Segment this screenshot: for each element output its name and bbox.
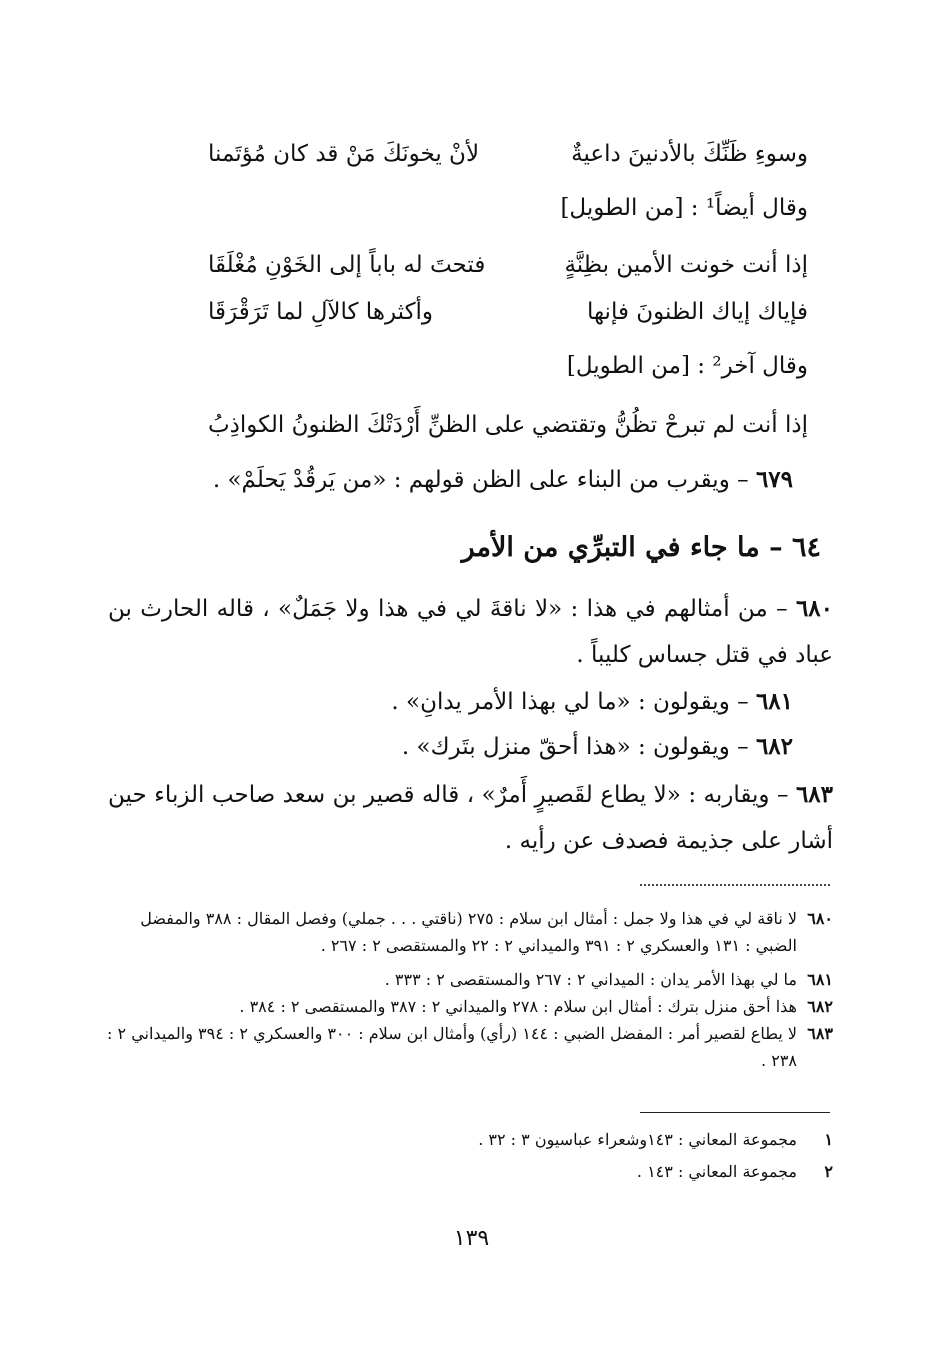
entry-number: ٦٧٩ — [755, 466, 793, 493]
note-text: ما لي بهذا الأمر يدان : الميداني ٢ : ٢٦٧ والمستقصى ٢ : ٣٣٣ . — [384, 970, 797, 989]
verse-line — [208, 290, 808, 334]
verse-line — [208, 243, 808, 287]
entry-680 — [108, 586, 833, 678]
note-number: ٦٨٢ — [807, 997, 833, 1016]
note-text: لا يطاع لقصير أمر : المفضل الضبي : ١٤٤ (رأي) وأمثال ابن سلام : ٣٠٠ والعسكري ٢ : ٣٩٤ والميداني ٢ : ٢٣٨ . — [107, 1024, 797, 1070]
verse-line — [208, 403, 808, 447]
source-note — [103, 1020, 833, 1074]
verse-second-hemistich: وأكثرها كالآلِ لما تَرَقْرَقَا — [208, 299, 434, 325]
note-number: ٦٨٣ — [807, 1024, 833, 1043]
note-text: هذا أحق منزل بترك : أمثال ابن سلام : ٢٧٨ والميداني ٢ : ٣٨٧ والمستقصى ٢ : ٣٨٤ . — [239, 997, 797, 1016]
verse-first-hemistich: وسوءِ ظَنِّكَ بالأدنينَ داعيةٌ — [571, 141, 808, 167]
entry-681 — [391, 680, 793, 724]
notes-divider — [640, 884, 830, 886]
note-text: لا ناقة لي في هذا ولا جمل : أمثال ابن سلام : ٢٧٥ (ناقتي . . . جملي) وفصل المقال : ٣٨٨ والمفضل الضبي : ١٣١ والعسكري ٢ : ٣٩١ والميداني ٢ : ٢٢ والمستقصى ٢ : ٢٦٧ . — [140, 909, 797, 955]
entry-number: ٦٨٢ — [755, 733, 793, 760]
entry-text: – ويقاربه : «لا يطاع لقَصيرٍ أَمرٌ» ، قاله قصير بن سعد صاحب الزباء حين أشار على جذيمة فصدف عن رأيه . — [108, 782, 833, 854]
entry-text: – ويقولون : «هذا أحقّ منزل بتَرك» . — [401, 734, 749, 760]
entry-number: ٦٨١ — [755, 688, 793, 715]
note-number: ٦٨٠ — [807, 909, 833, 928]
entry-text: – من أمثالهم في هذا : «لا ناقةَ لي في هذا ولا جَمَلٌ» ، قاله الحارث بن عباد في قتل جساس كليباً . — [108, 596, 833, 668]
entry-number: ٦٨٠ — [795, 595, 833, 622]
entry-number: ٦٨٣ — [795, 781, 834, 808]
verse-second-hemistich: فتحتَ له باباً إلى الخَوْنِ مُغْلَقَا — [208, 252, 486, 278]
footnote — [103, 1158, 833, 1185]
verse-first-hemistich: إذا أنت لم تبرحْ تظُنُّ وتقتضي — [531, 412, 808, 438]
footnote-text: مجموعة المعاني : ١٤٣ . — [636, 1162, 797, 1181]
entry-text: – ويقولون : «ما لي بهذا الأمر يدانِ» . — [391, 689, 749, 715]
section-heading: ٦٤ – ما جاء في التبرِّي من الأمر — [461, 532, 821, 563]
footnote — [103, 1126, 833, 1153]
footnote-number: ١ — [824, 1130, 833, 1149]
verse-second-hemistich: لأنْ يخونَكَ مَنْ قد كان مُؤتَمنا — [208, 141, 480, 167]
note-number: ٦٨١ — [807, 970, 833, 989]
entry-679 — [213, 458, 793, 502]
entry-text: – ويقرب من البناء على الظن قولهم : «من يَرقُدْ يَحلَمْ» . — [212, 467, 749, 493]
footnote-number: ٢ — [824, 1162, 833, 1181]
footnote-text: مجموعة المعاني : ١٤٣وشعراء عباسيون ٣ : ٣٢ . — [478, 1130, 797, 1149]
entry-683 — [108, 772, 833, 864]
source-note — [103, 905, 833, 959]
verse-intro: وقال آخر² : [من الطويل] — [566, 353, 808, 379]
footnotes-divider — [640, 1112, 830, 1113]
verse-line — [208, 132, 808, 176]
source-note — [103, 966, 833, 993]
entry-682 — [402, 725, 793, 769]
verse-first-hemistich: إذا أنت خونت الأمين بظِنَّةٍ — [564, 252, 808, 278]
verse-intro: وقال أيضاً¹ : [من الطويل] — [560, 195, 808, 221]
page-number: ١٣٩ — [453, 1226, 490, 1251]
verse-first-hemistich: فإياك إياك الظنونَ فإنها — [586, 299, 808, 325]
source-note — [103, 993, 833, 1020]
verse-second-hemistich: على الظنِّ أَرْدَتْكَ الظنونُ الكواذِبُ — [208, 412, 526, 438]
